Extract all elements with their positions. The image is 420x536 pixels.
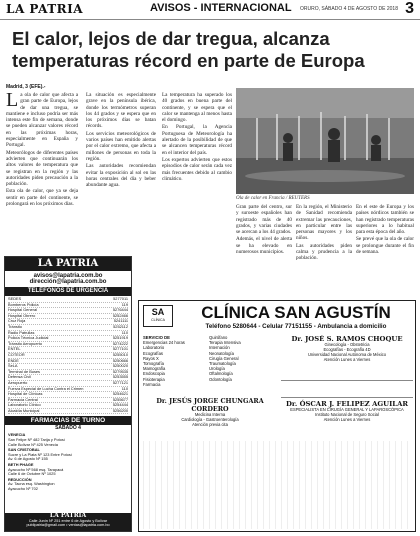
doctor-name: Dr. ÓSCAR J. FELIPEZ AGUILAR (285, 400, 408, 408)
paragraph: En la región, el Ministerio de Sanidad recomienda extremar las precauciones, en particular entre las personas mayores y los niños. (296, 204, 352, 242)
pharmacy-zone: SAN CRISTOBAL (8, 447, 40, 453)
phone-number[interactable]: 5256200 (112, 407, 128, 413)
phone-name: Tránsito Aeropuerto (8, 340, 43, 346)
article-column-2 (86, 92, 156, 280)
service-item: Odontología (209, 376, 232, 382)
pharmacy-address: Ayacucho Nº 568 esq. Tarapacá (8, 466, 64, 472)
services-title: SERVICIO DE (143, 335, 170, 340)
dropcap: L (6, 92, 19, 111)
doctor-detail: Atención previa cita (192, 421, 228, 427)
phone-number[interactable]: 5279535 (112, 368, 128, 374)
phone-number[interactable]: 5251919 (112, 335, 128, 341)
phone-number[interactable]: 5241111 (113, 318, 128, 324)
paragraph: Se prevé que la ola de calor se prolongue durante el fin de semana. (356, 236, 414, 256)
phone-name: SEDES (8, 296, 22, 301)
section-title: AVISOS - INTERNACIONAL (150, 2, 292, 14)
article-byline: Madrid, 3 (EFE).- (6, 84, 46, 90)
phone-number[interactable]: 5253555 (112, 374, 128, 380)
service-item: Traumatología (209, 361, 236, 367)
doctor-card-chungara (143, 397, 277, 428)
emergency-panel (4, 256, 132, 532)
article-column-1 (6, 92, 78, 258)
doctor-name: Dr. JOSÉ S. RAMOS CHOQUE (291, 335, 403, 343)
pharmacy-address: Ayacucho Nº 702 (8, 486, 38, 491)
pharmacy-list (5, 431, 131, 492)
pharmacy-address: Sucre y La Plata Nº 123 Entre Potosí (8, 451, 72, 457)
phone-name: Policía Técnica Judicial (8, 335, 49, 341)
clinic-logo (143, 305, 173, 327)
pharmacy-zone: VENECIA (8, 432, 26, 438)
doctor-detail: Ecografías - Ecografía 4D (323, 346, 371, 352)
doctor-detail: ESPECIALISTA EN CIRUGÍA GENERAL Y LAPAROSCÓPICA (290, 407, 404, 412)
footer-logo: LA PATRIA (49, 512, 87, 519)
service-item: Neonatología (209, 350, 234, 356)
pharmacy-address: San Felipe Nº 482 Tarija y Potosí (8, 437, 65, 443)
article-headline: El calor, lejos de dar tregua, alcanza temperaturas récord en parte de Europa (12, 28, 365, 71)
service-item: Urología (209, 366, 225, 372)
paragraph: Esta ola de calor, que ya se deja sentir en parte del continente, se prolongará en los próximos días. (6, 188, 78, 208)
fountain-scene-image (236, 88, 414, 194)
paragraph: Además, el nivel de alerta se ha elevado en numerosos municipios. (236, 236, 292, 256)
service-item: Ecografías (143, 350, 164, 356)
panel-footer (5, 513, 131, 531)
doctor-detail: Universidad Nacional Autónoma de México (307, 351, 387, 357)
pharmacy-address: Calle Bolívar Nº 425 Venecia (8, 441, 58, 447)
emergency-phones-title: TELÉFONOS DE URGENCIA (5, 287, 131, 296)
service-item: Internación (209, 345, 230, 351)
footer-emails[interactable]: publipatria@gmail.com • ventas@lapatria.com.bo (26, 523, 110, 528)
emergency-phone-list (5, 296, 131, 415)
clinic-name: CLÍNICA SAN AGUSTÍN (201, 303, 391, 322)
doctor-card-ramos (281, 335, 413, 381)
paragraph: Las autoridades recomiendan evitar la exposición al sol en las horas centrales del día y beber abundante agua. (86, 163, 156, 189)
paragraph: Gran parte del centro, sur y suroeste españoles han registrado más de 40 grados, y varias ciudades se acercan a los 44 grados. (236, 204, 292, 236)
paragraph: a ola de calor que afecta a gran parte de Europa, lejos de dar una tregua, se mantiene e incluso podría ser más intensa este fin de semana, donde se pueden alcanzar valores récord en las próximas horas, especialmente en España y Portugal. (6, 92, 78, 149)
phone-name: SeLA (8, 363, 18, 369)
masthead (0, 0, 420, 20)
service-item: Rayos X (143, 355, 159, 361)
phone-number[interactable]: 5276444 (112, 307, 128, 313)
phone-name: ENTEL (8, 346, 21, 352)
doctor-detail: Medicina Interna (194, 412, 226, 417)
article-column-5 (296, 204, 352, 300)
pharmacy-address: Av. Tacna esq. Washington (8, 481, 55, 487)
phone-name: Hospital General (8, 307, 37, 313)
paragraph: Las autoridades piden calma y prudencia a la población. (296, 242, 352, 262)
phone-number[interactable]: 5254621 (112, 391, 128, 397)
service-item: Oftalmología (209, 371, 233, 377)
phone-name: Hospital de Clínicas (8, 391, 43, 397)
doctor-card-felipez (281, 397, 413, 423)
paragraph: La temperatura ha superado los 40 grados en buena parte del continente, y se espera que el calor se mantenga al menos hasta el domingo. (162, 92, 232, 124)
clinic-services-right (209, 335, 277, 382)
phone-name: Defensa Civil (8, 374, 31, 380)
ad-decorative-strip (143, 441, 413, 529)
phone-number[interactable]: 5250666 (112, 357, 128, 363)
phone-number[interactable]: 5274222 (112, 340, 128, 346)
paragraph: En el este de Europa y los países nórdicos también se han registrado temperaturas superiores a lo habitual para esta época del año. (356, 204, 414, 236)
doctor-name: Dr. JESÚS JORGE CHUNGARA CORDERO (156, 397, 264, 413)
doctor-detail: Cardiología - Gastroenterología (181, 416, 239, 422)
phone-name: Terminal de Buses (8, 368, 41, 374)
phone-name: Bomberos Policía (8, 301, 39, 307)
phone-name: Tránsito (8, 323, 22, 329)
service-item: Mamografía (143, 366, 166, 372)
phone-number[interactable]: 5277011 (113, 296, 128, 301)
pharmacy-address: Calle 6 de Octubre Nº 1025 (8, 471, 56, 477)
phone-name: Alcaldía Municipal (8, 407, 40, 413)
photo-caption: Ola de calor en Francia / REUTERS (236, 196, 310, 201)
clinic-services-left (143, 335, 205, 387)
contact-email-direccion[interactable]: dirección@lapatria.com.bo (29, 279, 107, 285)
article-column-4 (236, 204, 292, 300)
service-item: Emergencias 24 horas (143, 340, 185, 346)
phone-name: COTEOR (8, 351, 25, 357)
phone-number[interactable]: 119 (121, 301, 128, 307)
doctor-detail: Ginecología - Obstetricia (324, 342, 370, 347)
phone-number[interactable]: 5255010 (112, 351, 128, 357)
pharmacy-zone: REDUCCIÓN (8, 476, 32, 482)
service-item: Tomografía (143, 361, 164, 367)
clinic-advertisement[interactable] (138, 300, 416, 532)
pharmacy-zone: BETH PHAGE (8, 462, 34, 468)
article-photo[interactable] (236, 88, 414, 194)
service-item: Quirófano (209, 335, 228, 340)
paragraph: Los expertos advierten que estos episodios de calor serán cada vez más frecuentes debido al cambio climático. (162, 156, 232, 182)
service-item: Fisioterapia (143, 376, 165, 382)
paragraph: La situación es especialmente grave en la península ibérica, donde los termómetros superan los 44 grados y se espera que en los próximos días se batan récords. (86, 92, 156, 130)
phone-number[interactable]: 5252112 (113, 323, 128, 329)
pharmacy-date: SÁBADO 4 (55, 425, 81, 432)
clinic-logo-mark: SA (151, 307, 165, 317)
paragraph: Meteorólogos de diferentes países advierten que continuarán los altos valores de temperatura que se registran en la región y las autoridades piden precaución a la población. (6, 149, 78, 188)
doctor-detail: Instituto Nacional de Seguro Social (315, 411, 379, 417)
service-item: Farmacia (143, 381, 161, 387)
doctor-detail: Atención Lunes a Viernes (323, 416, 371, 422)
phone-row (8, 409, 128, 415)
service-item: Terapia Intensiva (209, 340, 241, 346)
phone-number[interactable]: 5254444 (112, 402, 128, 408)
page-number: 3 (405, 0, 414, 17)
doctor-detail: Atención Lunes a Viernes (323, 356, 371, 362)
clinic-phones: Teléfono 5280644 - Celular 77151155 - Ambulancia a domicilio (205, 323, 387, 330)
panel-title: LA PATRIA (5, 257, 131, 271)
phone-name: Cruz Roja (8, 318, 26, 324)
phone-name: Laboratorio Clínico (8, 402, 41, 408)
pharmacy-title: FARMACIAS DE TURNO (5, 416, 131, 425)
clinic-logo-caption: CLÍNICA (151, 318, 165, 322)
phone-name: Farmacia Central (8, 396, 38, 402)
paragraph: Los servicios meteorológicos de varios países han emitido alertas por el calor extremo, que afecta a millones de personas en toda la región. (86, 130, 156, 162)
phone-number[interactable]: 5277101 (112, 346, 128, 352)
footer-address: Calle Junín Nº 251 entre 6 de Agosto y Bolívar (28, 518, 108, 523)
pharmacy-address: Av. 6 de Agosto Nº 155 (8, 456, 48, 462)
contact-email-avisos[interactable]: avisos@lapatria.com.bo (33, 273, 103, 279)
phone-name: Radio Patrullas (8, 329, 35, 335)
phone-name: Aeropuerto (8, 379, 28, 385)
phone-number[interactable]: 5255677 (112, 396, 128, 402)
article-column-3 (162, 92, 232, 280)
service-item: Laboratorio (143, 345, 165, 351)
phone-name: ENDE (8, 357, 19, 363)
phone-name: Fuerza Especial de Lucha Contra el Crimen (8, 385, 84, 391)
service-item: Endoscopia (143, 371, 165, 377)
phone-name: Hospital Obrero (8, 312, 36, 318)
phone-number[interactable]: 110 (121, 385, 128, 391)
phone-number[interactable]: 5277121 (112, 379, 128, 385)
service-item: Cirugía General (209, 355, 239, 361)
article-column-6 (356, 204, 414, 300)
newspaper-logo[interactable]: LA PATRIA (6, 2, 84, 16)
phone-number[interactable]: 5252466 (112, 312, 128, 318)
phone-number[interactable]: 5250020 (112, 363, 128, 369)
dateline: ORURO, SÁBADO 4 DE AGOSTO DE 2018 (300, 6, 398, 12)
paragraph: En Portugal, la Agencia Portuguesa de Meteorología ha alertado de la posibilidad de que se alcancen temperaturas récord en el interior del país. (162, 124, 232, 156)
phone-number[interactable]: 110 (121, 329, 128, 335)
